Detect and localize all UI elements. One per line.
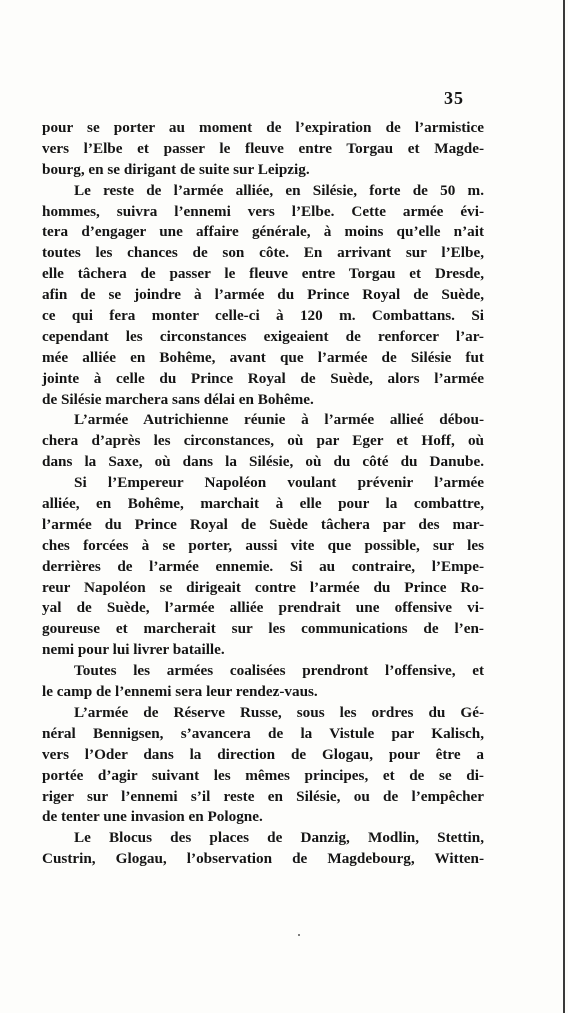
page-number: 35 (444, 88, 464, 108)
text-line: mée alliée en Bohême, avant que l’armée de Silésie fut (42, 348, 484, 366)
text-line: de tenter une invasion en Pologne. (42, 808, 263, 826)
text-line: ce qui fera monter celle-ci à 120 m. Combattans. Si (42, 307, 484, 325)
text-line: cependant les circonstances exigeaient de renforcer l’ar- (42, 327, 484, 345)
text-line: derrières de l’armée ennemie. Si au contraire, l’Empe- (42, 557, 484, 575)
page-edge-rule (563, 0, 565, 1013)
text-line: L’armée de Réserve Russe, sous les ordres du Gé- (74, 703, 484, 721)
text-line: jointe à celle du Prince Royal de Suède, alors l’armée (42, 369, 484, 387)
text-line: bourg, en se dirigant de suite sur Leipzig. (42, 160, 310, 178)
text-line: afin de se joindre à l’armée du Prince Royal de Suède, (42, 286, 484, 304)
text-line: tera d’engager une affaire générale, à moins qu’elle n’ait (42, 223, 484, 241)
text-line: portée d’agir suivant les mêmes principes, et de se di- (42, 766, 484, 784)
text-line: toutes les chances de son côte. En arrivant sur l’Elbe, (42, 244, 484, 262)
text-line: L’armée Autrichienne réunie à l’armée allieé débou- (74, 411, 484, 429)
text-line: Le Blocus des places de Danzig, Modlin, Stettin, (74, 829, 484, 847)
text-line: Custrin, Glogau, l’observation de Magdebourg, Witten- (42, 850, 484, 868)
text-line: elle tâchera de passer le fleuve entre Torgau et Dresde, (42, 265, 484, 283)
text-line: pour se porter au moment de l’expiration de l’armistice (42, 119, 484, 136)
text-line: le camp de l’ennemi sera leur rendez-vaus. (42, 683, 318, 701)
text-line: reur Napoléon se dirigeait contre l’armée du Prince Ro- (42, 578, 484, 596)
text-line: Toutes les armées coalisées prendront l’offensive, et (74, 662, 484, 680)
text-line: goureuse et marcherait sur les communications de l’en- (42, 620, 484, 638)
text-line: dans la Saxe, où dans la Silésie, où du côté du Danube. (42, 453, 484, 471)
stray-mark (298, 934, 300, 936)
text-line: de Silésie marchera sans délai en Bohême. (42, 390, 314, 408)
text-line: hommes, suivra l’ennemi vers l’Elbe. Cette armée évi- (42, 202, 484, 220)
text-line: Le reste de l’armée alliée, en Silésie, forte de 50 m. (74, 181, 484, 199)
text-line: vers l’Elbe et passer le fleuve entre Torgau et Magde- (42, 139, 484, 157)
text-line: vers l’Oder dans la direction de Glogau, pour être a (42, 745, 484, 763)
text-line: nemi pour lui livrer bataille. (42, 641, 225, 659)
text-line: yal de Suède, l’armée alliée prendrait une offensive vi- (42, 599, 484, 617)
body-text (42, 118, 484, 870)
text-line: chera d’après les circonstances, où par Eger et Hoff, où (42, 432, 484, 450)
text-line: ches forcées à se porter, aussi vite que possible, sur les (42, 536, 484, 554)
text-line: riger sur l’ennemi s’il reste en Silésie, ou de l’empêcher (42, 787, 484, 805)
text-line: Si l’Empereur Napoléon voulant prévenir l’armée (74, 474, 484, 492)
text-line: l’armée du Prince Royal de Suède tâchera par des mar- (42, 515, 484, 533)
text-line: alliée, en Bohême, marchait à elle pour la combattre, (42, 495, 484, 513)
text-line: néral Bennigsen, s’avancera de la Vistule par Kalisch, (42, 724, 484, 742)
